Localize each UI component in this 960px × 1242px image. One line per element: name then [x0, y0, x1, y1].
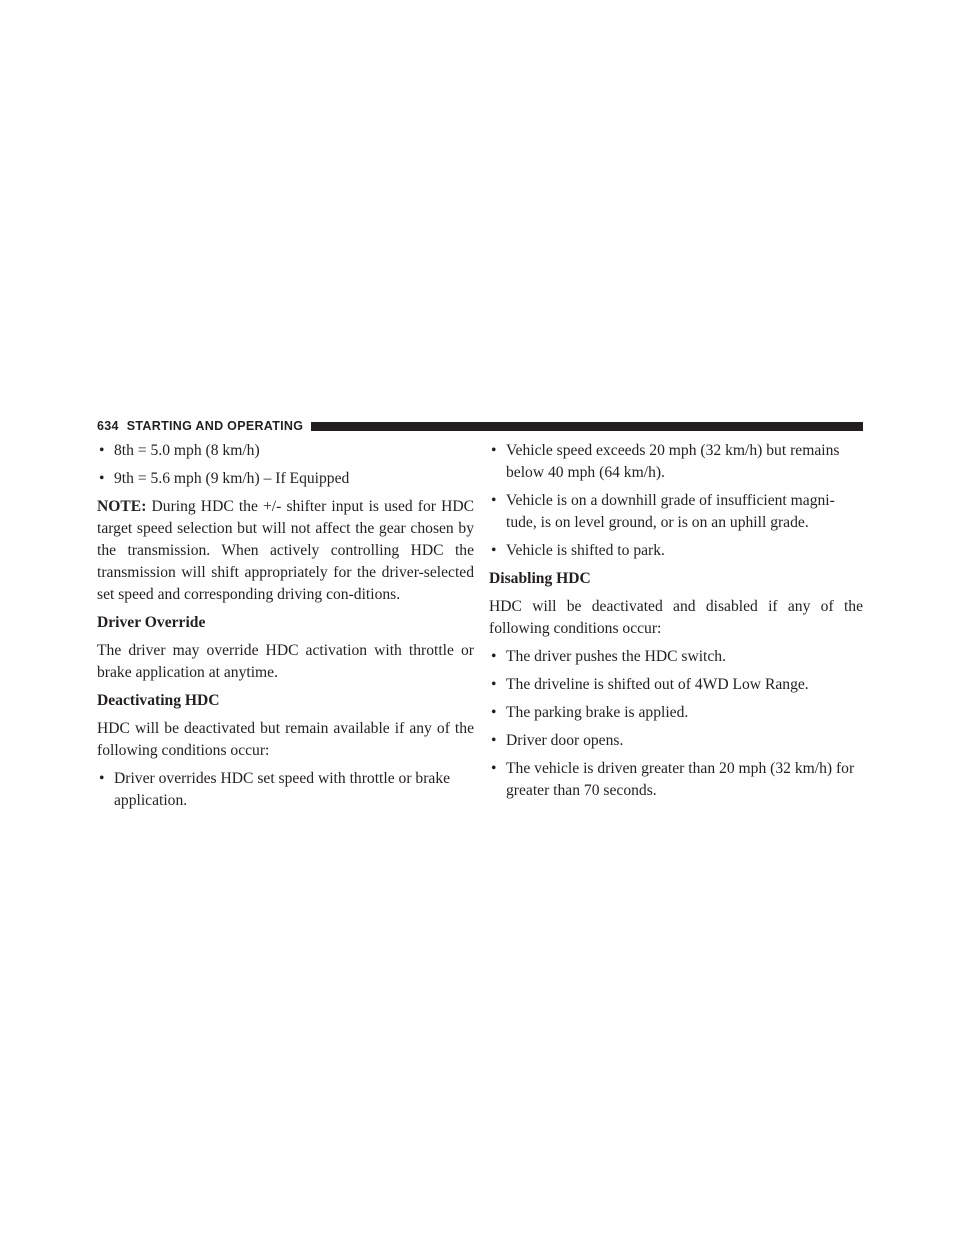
right-column — [489, 440, 863, 808]
note-text: During HDC the +/- shifter input is used for HDC target speed selection but will not affect the gear chosen by the transmission. When actively controlling HDC the transmission will shift appropriately for the driver-selected set speed and corresponding driving con-ditions. — [97, 498, 474, 603]
bullet-icon: • — [99, 770, 105, 787]
bullet-icon: • — [491, 760, 497, 777]
note-label: NOTE: — [97, 498, 147, 515]
list-item — [97, 768, 474, 812]
list-item-text: The driveline is shifted out of 4WD Low Range. — [506, 676, 809, 693]
list-item-text: The driver pushes the HDC switch. — [506, 648, 727, 665]
list-item-text: 8th = 5.0 mph (8 km/h) — [114, 442, 260, 459]
list-item-text: The vehicle is driven greater than 20 mph (32 km/h) for greater than 70 seconds. — [506, 760, 855, 799]
list-item-text: Vehicle is on a downhill grade of insufficient magni-tude, is on level ground, or is on an uphill grade. — [506, 492, 835, 531]
list-item — [489, 674, 863, 696]
header-rule — [311, 422, 863, 431]
list-item — [97, 468, 474, 490]
bullet-icon: • — [491, 442, 497, 459]
bullet-icon: • — [491, 492, 497, 509]
deactivating-hdc-heading: Deactivating HDC — [97, 692, 220, 709]
list-item — [97, 440, 474, 462]
list-item-text: The parking brake is applied. — [506, 704, 689, 721]
disabling-hdc-heading: Disabling HDC — [489, 570, 591, 587]
list-item — [489, 758, 863, 802]
disabling-hdc-paragraph: HDC will be deactivated and disabled if any of the following conditions occur: — [489, 598, 863, 637]
list-item — [489, 440, 863, 484]
note-paragraph — [97, 496, 474, 606]
list-item-text: Driver door opens. — [506, 732, 624, 749]
bullet-icon: • — [491, 648, 497, 665]
bullet-icon: • — [99, 442, 105, 459]
section-title: STARTING AND OPERATING — [126, 419, 304, 433]
list-item-text: Vehicle speed exceeds 20 mph (32 km/h) but remains below 40 mph (64 km/h). — [506, 442, 840, 481]
list-item-text: 9th = 5.6 mph (9 km/h) – If Equipped — [114, 470, 350, 487]
list-item — [489, 540, 863, 562]
bullet-icon: • — [491, 542, 497, 559]
list-item — [489, 490, 863, 534]
list-item-text: Vehicle is shifted to park. — [506, 542, 665, 559]
deactivating-hdc-paragraph: HDC will be deactivated but remain available if any of the following conditions occur: — [97, 720, 474, 759]
bullet-icon: • — [99, 470, 105, 487]
bullet-icon: • — [491, 676, 497, 693]
list-item — [489, 730, 863, 752]
page-number: 634 — [97, 419, 119, 433]
left-column — [97, 440, 474, 818]
list-item — [489, 702, 863, 724]
bullet-icon: • — [491, 732, 497, 749]
driver-override-paragraph: The driver may override HDC activation with throttle or brake application at anytime. — [97, 642, 474, 681]
driver-override-heading: Driver Override — [97, 614, 206, 631]
list-item-text: Driver overrides HDC set speed with throttle or brake application. — [114, 770, 451, 809]
page-header — [97, 417, 863, 435]
list-item — [489, 646, 863, 668]
bullet-icon: • — [491, 704, 497, 721]
